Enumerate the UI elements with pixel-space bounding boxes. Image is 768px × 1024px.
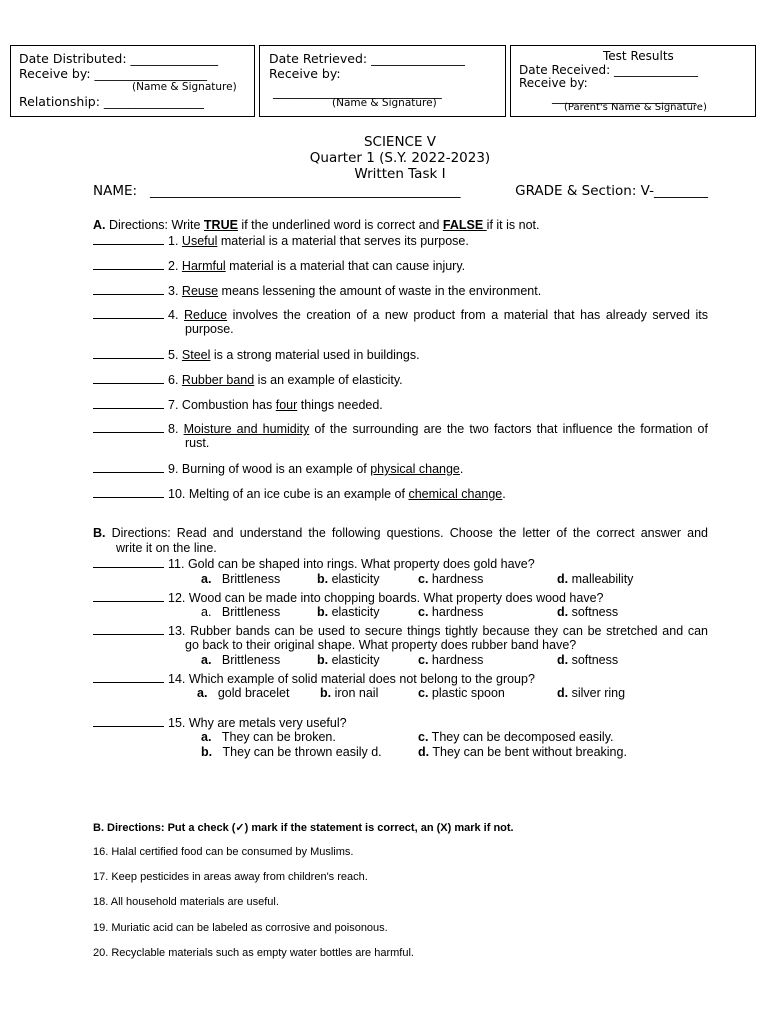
answer-blank[interactable] (93, 347, 164, 359)
false-word: FALSE (442, 218, 487, 232)
directions-text-continued: write it on the line. (116, 541, 217, 555)
statement-19: 19. Muriatic acid can be labeled as corrosive and poisonous. (93, 922, 388, 934)
part-b-letter: B. (93, 526, 106, 540)
question-text: . (502, 487, 506, 501)
option-a[interactable]: a. They can be broken. (201, 730, 336, 744)
directions-text: if the underlined word is correct and (237, 218, 443, 232)
name-signature-caption: (Name & Signature) (332, 97, 437, 109)
option-b[interactable]: b. They can be thrown easily d. (201, 745, 382, 759)
question-number: 4. (168, 308, 179, 322)
relationship-label: Relationship: ________________ (19, 94, 204, 109)
directions-text: if it is not. (486, 218, 540, 232)
grade-section-label: GRADE & Section: V-________ (515, 183, 708, 199)
part-a-directions (93, 218, 708, 233)
underlined-word: Rubber band (181, 373, 255, 387)
name-blank: ______________________________________________ (149, 183, 461, 199)
answer-blank[interactable] (93, 486, 164, 498)
option-a[interactable]: a. Brittleness (201, 653, 281, 667)
question-number: 15. (168, 716, 186, 730)
question-8 (93, 421, 708, 450)
underlined-word: Reduce (184, 308, 228, 322)
question-text: of the surrounding are the two factors that influence the formation of (309, 422, 708, 436)
signature-line: ________________________ (552, 90, 696, 104)
question-9 (93, 461, 708, 477)
answer-blank[interactable] (93, 461, 164, 473)
part-a-letter: A. (93, 218, 106, 232)
question-text: Wood can be made into chopping boards. What property does wood have? (188, 591, 604, 605)
answer-blank[interactable] (93, 372, 164, 384)
test-results-box (510, 45, 756, 117)
answer-blank[interactable] (93, 307, 164, 319)
date-distributed-label: Date Distributed: ______________ (19, 51, 219, 66)
question-10 (93, 486, 708, 502)
option-b[interactable]: b. elasticity (317, 653, 380, 667)
question-number: 10. (168, 487, 186, 501)
underlined-word: four (275, 398, 298, 412)
underlined-word: Moisture and humidity (183, 422, 310, 436)
option-b[interactable]: b. iron nail (320, 686, 379, 700)
question-text: things needed. (297, 398, 383, 412)
statement-20: 20. Recyclable materials such as empty water bottles are harmful. (93, 947, 414, 959)
question-1 (93, 233, 708, 249)
subject-title: SCIENCE V (363, 134, 437, 150)
statement-18: 18. All household materials are useful. (93, 896, 279, 908)
question-text: means lessening the amount of waste in the environment. (218, 284, 542, 298)
question-text-continued: purpose. (185, 322, 234, 336)
date-distributed-box (10, 45, 255, 117)
question-12 (93, 590, 708, 606)
test-results-title: Test Results (603, 49, 674, 63)
question-4 (93, 307, 709, 336)
underlined-word: Steel (181, 348, 211, 362)
answer-blank[interactable] (93, 233, 164, 245)
parent-signature-caption: (Parent's Name & Signature) (564, 102, 707, 113)
underlined-word: Reuse (181, 284, 219, 298)
option-a[interactable]: a. Brittleness (201, 605, 281, 619)
question-text: material is a material that serves its purpose. (217, 234, 469, 248)
name-signature-caption: (Name & Signature) (132, 81, 237, 93)
question-number: 2. (168, 259, 179, 273)
answer-blank[interactable] (93, 623, 164, 635)
option-b[interactable]: b. elasticity (317, 605, 380, 619)
option-b[interactable]: b. elasticity (317, 572, 380, 586)
question-15 (93, 715, 708, 731)
option-a[interactable]: a. Brittleness (201, 572, 281, 586)
question-3 (93, 283, 708, 299)
question-7 (93, 397, 708, 413)
question-6 (93, 372, 708, 388)
question-number: 5. (168, 348, 179, 362)
answer-blank[interactable] (93, 556, 164, 568)
question-5 (93, 347, 708, 363)
answer-blank[interactable] (93, 590, 164, 602)
directions-text: Directions: Read and understand the following questions. Choose the letter of the correct answer and (105, 526, 708, 540)
name-label: NAME: (93, 183, 138, 199)
question-14 (93, 671, 708, 687)
question-text: material is a material that can cause injury. (225, 259, 466, 273)
option-a[interactable]: a. gold bracelet (197, 686, 290, 700)
date-retrieved-box (259, 45, 506, 117)
option-c[interactable]: c. hardness (418, 653, 484, 667)
option-c[interactable]: c. hardness (418, 572, 484, 586)
underlined-word: Harmful (181, 259, 226, 273)
question-number: 1. (168, 234, 179, 248)
answer-blank[interactable] (93, 397, 164, 409)
question-text: Rubber bands can be used to secure things tightly because they can be stretched and can (190, 624, 708, 638)
statement-16: 16. Halal certified food can be consumed by Muslims. (93, 846, 354, 858)
question-number: 8. (168, 422, 179, 436)
underlined-word: physical change (370, 462, 460, 476)
question-number: 7. (168, 398, 179, 412)
question-text-continued: rust. (185, 436, 210, 450)
question-number: 13. (168, 624, 186, 638)
receive-by-label: Receive by: __________________ (19, 66, 208, 81)
question-13 (93, 623, 708, 652)
answer-blank[interactable] (93, 258, 164, 270)
question-text: is a strong material used in buildings. (210, 348, 420, 362)
directions-text: Directions: Write (105, 218, 204, 232)
question-text: Which example of solid material does not belong to the group? (188, 672, 535, 686)
part-b-directions (93, 526, 708, 555)
question-number: 12. (168, 591, 186, 605)
option-c[interactable]: c. plastic spoon (418, 686, 505, 700)
date-received-label: Date Received: ______________ (519, 63, 698, 77)
statement-17: 17. Keep pesticides in areas away from children's reach. (93, 871, 368, 883)
question-text: . (459, 462, 464, 476)
quarter-title: Quarter 1 (S.Y. 2022-2023) (309, 150, 491, 166)
question-number: 11. (168, 557, 185, 571)
part-c-directions: B. Directions: Put a check (✓) mark if the statement is correct, an (X) mark if not. (93, 822, 514, 834)
underlined-word: Useful (181, 234, 218, 248)
option-c[interactable]: c. They can be decomposed easily. (418, 730, 614, 744)
option-d[interactable]: d. silver ring (557, 686, 626, 700)
option-c[interactable]: c. hardness (418, 605, 484, 619)
option-d[interactable]: d. softness (557, 653, 619, 667)
question-text: Gold can be shaped into rings. What property does gold have? (187, 557, 535, 571)
option-d[interactable]: d. softness (557, 605, 619, 619)
question-text: Burning of wood is an example of (181, 462, 371, 476)
question-2 (93, 258, 708, 274)
question-text: Combustion has (181, 398, 276, 412)
question-number: 3. (168, 284, 179, 298)
answer-blank[interactable] (93, 715, 164, 727)
question-number: 6. (168, 373, 179, 387)
answer-blank[interactable] (93, 671, 164, 683)
date-retrieved-label: Date Retrieved: _______________ (269, 51, 465, 66)
question-11 (93, 556, 708, 572)
option-d[interactable]: d. They can be bent without breaking. (418, 745, 627, 759)
question-text: is an example of elasticity. (254, 373, 403, 387)
signature-line: ___________________________ (273, 84, 442, 99)
question-text-continued: go back to their original shape. What property does rubber band have? (185, 638, 577, 652)
receive-by-label: Receive by: (269, 66, 341, 81)
true-word: TRUE (203, 218, 238, 232)
answer-blank[interactable] (93, 283, 164, 295)
option-d[interactable]: d. malleability (557, 572, 634, 586)
question-text: Melting of an ice cube is an example of (188, 487, 409, 501)
question-number: 9. (168, 462, 179, 476)
answer-blank[interactable] (93, 421, 164, 433)
underlined-word: chemical change (408, 487, 503, 501)
question-number: 14. (168, 672, 186, 686)
name-grade-line (93, 183, 708, 199)
receive-by-label: Receive by: (519, 76, 588, 90)
task-title: Written Task I (354, 166, 446, 182)
question-text: involves the creation of a new product from a material that has already served its (227, 308, 709, 322)
question-text: Why are metals very useful? (188, 716, 347, 730)
